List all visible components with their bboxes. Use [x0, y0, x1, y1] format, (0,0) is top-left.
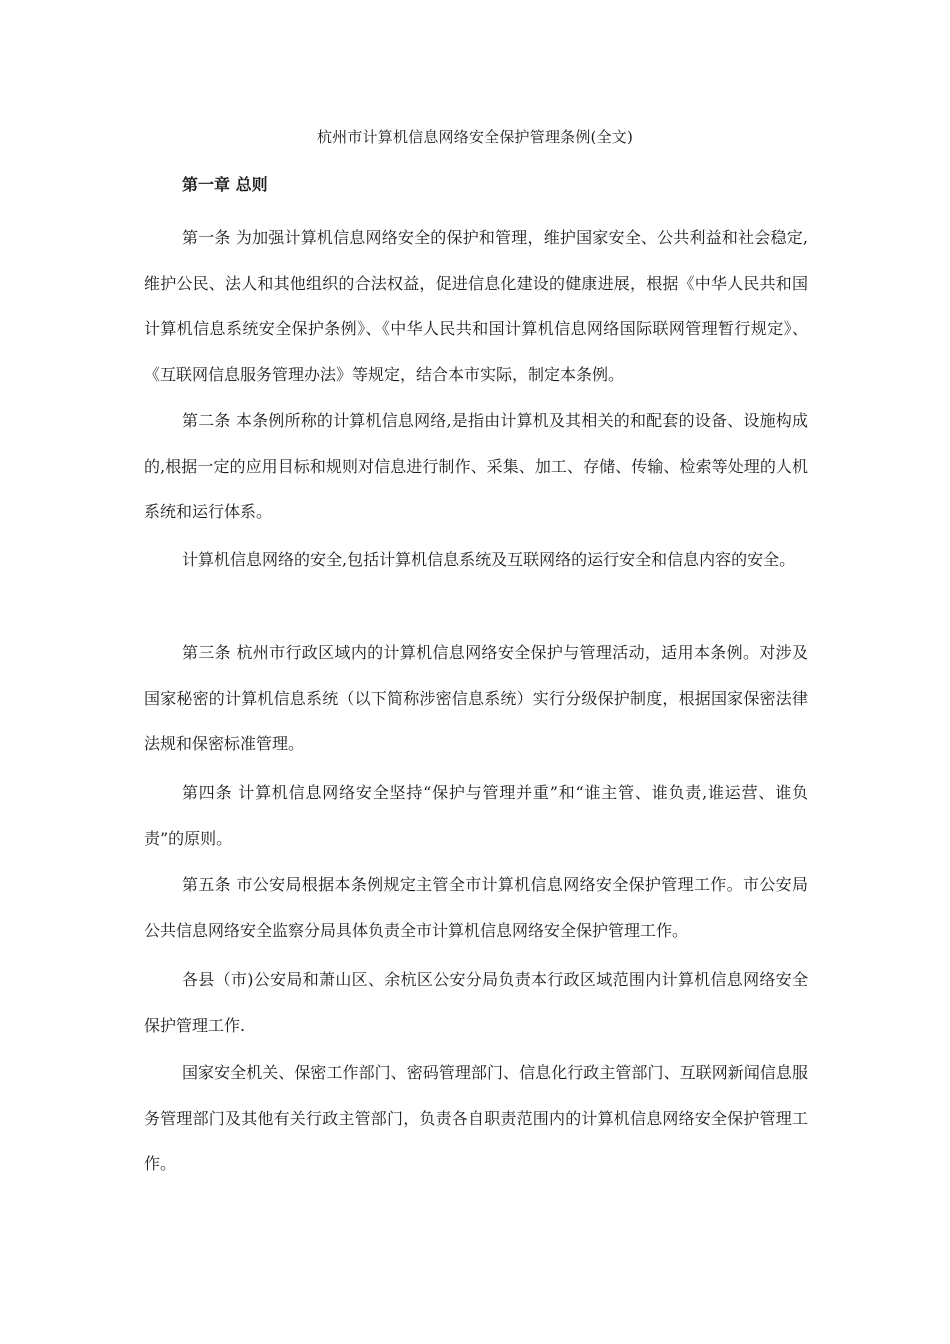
article-4-paragraph: 第四条 计算机信息网络安全坚持“保护与管理并重”和“谁主管、谁负责,谁运营、谁负责”的原则。 — [144, 783, 808, 848]
chapter-heading: 第一章 总则 — [182, 175, 268, 194]
article-2-paragraph: 第二条 本条例所称的计算机信息网络,是指由计算机及其相关的和配套的设备、设施构成的,根据一定的应用目标和规则对信息进行制作、采集、加工、存储、传输、检索等处理的人机系统和运行体系。 — [144, 411, 808, 521]
article-3-paragraph: 第三条 杭州市行政区域内的计算机信息网络安全保护与管理活动，适用本条例。对涉及国家秘密的计算机信息系统（以下简称涉密信息系统）实行分级保护制度，根据国家保密法律法规和保密标准管理。 — [144, 643, 808, 753]
document-title: 杭州市计算机信息网络安全保护管理条例(全文) — [316, 128, 634, 146]
article-5-agencies-paragraph: 国家安全机关、保密工作部门、密码管理部门、信息化行政主管部门、互联网新闻信息服务管理部门及其他有关行政主管部门，负责各自职责范围内的计算机信息网络安全保护管理工作。 — [144, 1063, 808, 1173]
article-5-county-paragraph: 各县（市)公安局和萧山区、余杭区公安分局负责本行政区域范围内计算机信息网络安全保护管理工作. — [144, 970, 808, 1035]
article-1-paragraph: 第一条 为加强计算机信息网络安全的保护和管理，维护国家安全、公共利益和社会稳定,维护公民、法人和其他组织的合法权益，促进信息化建设的健康进展，根据《中华人民共和国计算机信息系统安全保护条例》、《中华人民共和国计算机信息网络国际联网管理暂行规定》、《互联网信息服务管理办法》等规定，结合本市实际，制定本条例。 — [144, 228, 808, 384]
article-2-security-paragraph: 计算机信息网络的安全,包括计算机信息系统及互联网络的运行安全和信息内容的安全。 — [182, 550, 796, 569]
article-5-paragraph: 第五条 市公安局根据本条例规定主管全市计算机信息网络安全保护管理工作。市公安局公共信息网络安全监察分局具体负责全市计算机信息网络安全保护管理工作。 — [144, 875, 808, 940]
